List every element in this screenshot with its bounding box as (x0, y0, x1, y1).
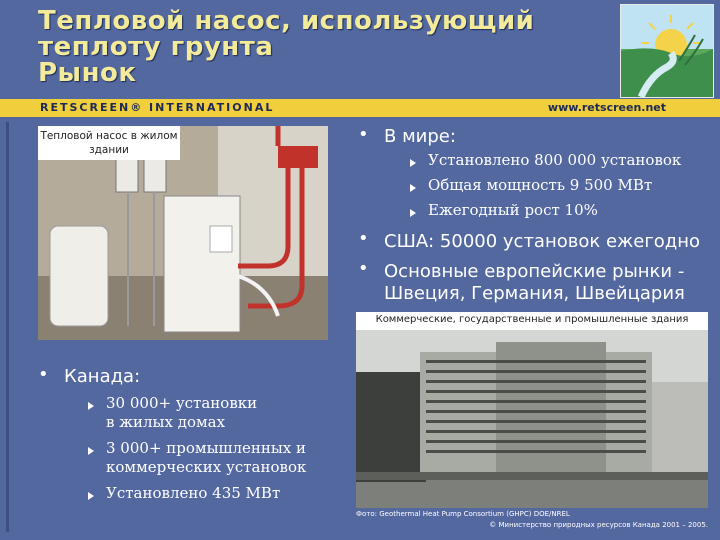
canada-item-2-line-2: коммерческих установок (106, 458, 307, 476)
arrow-bullet-icon (410, 184, 416, 192)
slide-title (38, 8, 578, 86)
credit-line-1: Фото: Geothermal Heat Pump Consortium (GHPC) DOE/NREL (356, 510, 570, 518)
world-item-1: Установлено 800 000 установок (428, 151, 682, 169)
arrow-bullet-icon (88, 402, 94, 410)
world-heading: В мире: (384, 126, 456, 147)
usa-stat: США: 50000 установок ежегодно (384, 231, 701, 252)
arrow-bullet-icon (88, 447, 94, 455)
canada-item-3: Установлено 435 МВт (106, 484, 281, 502)
photo-credit (356, 510, 708, 529)
commercial-building-photo (356, 312, 708, 508)
europe-line-2: Швеция, Германия, Швейцария (384, 283, 685, 304)
europe-line-1: Основные европейские рынки - (384, 261, 685, 282)
world-item-3: Ежегодный рост 10% (428, 201, 598, 219)
brand-name: RETSCREEN® INTERNATIONAL (40, 101, 275, 114)
title-line-3: Рынок (38, 58, 137, 88)
header-band (0, 99, 720, 117)
canada-item-1-line-2: в жилых домах (106, 413, 226, 431)
canada-heading: Канада: (64, 366, 141, 387)
retscreen-logo (620, 4, 714, 98)
bullet-dot: • (358, 228, 369, 249)
website-url: www.retscreen.net (547, 101, 666, 114)
arrow-bullet-icon (410, 159, 416, 167)
photo-caption-commercial: Коммерческие, государственные и промышленные здания (356, 312, 708, 330)
left-accent-bar (6, 122, 9, 532)
bullet-dot: • (358, 124, 369, 145)
bullet-dot: • (38, 364, 49, 385)
credit-line-2: © Министерство природных ресурсов Канада 2001 – 2005. (489, 521, 708, 529)
canada-item-2-line-1: 3 000+ промышленных и (106, 439, 307, 457)
canada-item-1-line-1: 30 000+ установки (106, 394, 258, 412)
arrow-bullet-icon (88, 492, 94, 500)
title-line-2: теплоту грунта (38, 32, 274, 62)
title-line-1: Тепловой насос, использующий (38, 6, 535, 36)
world-item-2: Общая мощность 9 500 МВт (428, 176, 653, 194)
bullet-dot: • (358, 258, 369, 279)
photo-caption-residential: Тепловой насос в жилом здании (38, 126, 180, 160)
arrow-bullet-icon (410, 209, 416, 217)
